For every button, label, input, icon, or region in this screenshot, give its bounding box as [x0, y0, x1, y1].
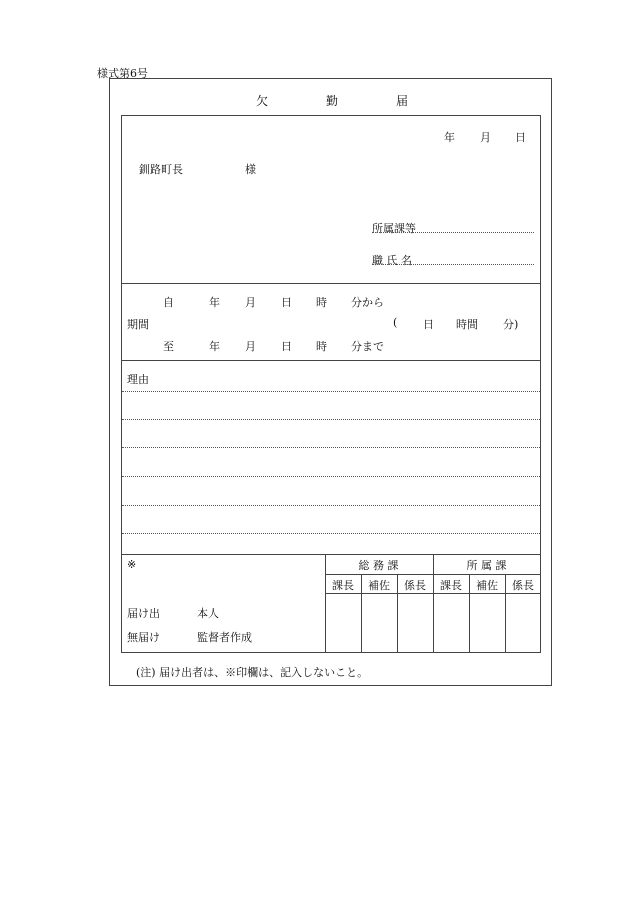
approval-col-section-head: 係長 [512, 579, 534, 592]
date-day: 日 [515, 131, 526, 144]
period-from-day: 日 [281, 296, 292, 309]
reason-line [122, 505, 540, 506]
period-total-hours: 時間 [456, 318, 478, 331]
title-char-2: 勤 [326, 94, 339, 108]
date-month: 月 [480, 131, 491, 144]
reason-line [122, 533, 540, 534]
approval-col-chief: 課長 [332, 579, 354, 592]
period-to-day: 日 [281, 340, 292, 353]
approval-col-deputy: 補佐 [368, 579, 390, 592]
period-to-hour: 時 [316, 340, 327, 353]
reason-line [122, 447, 540, 448]
divider [122, 283, 540, 284]
divider [122, 554, 540, 555]
divider [122, 360, 540, 361]
approval-col-section-head: 係長 [404, 579, 426, 592]
approval-border [325, 593, 540, 594]
period-label: 期間 [127, 318, 149, 331]
period-total-open: ( [393, 316, 398, 329]
submitted-value: 本人 [197, 607, 219, 620]
addressee-name: 釧路町長 [139, 163, 183, 176]
approval-col-deputy: 補佐 [476, 579, 498, 592]
unsubmitted-label: 無届け [127, 631, 160, 644]
period-to-year: 年 [209, 340, 220, 353]
reason-label: 理由 [127, 373, 149, 386]
period-from-prefix: 自 [163, 296, 174, 309]
period-total-day: 日 [423, 318, 434, 331]
position-name-field [372, 264, 534, 265]
approval-col-chief: 課長 [440, 579, 462, 592]
department-field [372, 232, 534, 233]
title-char-1: 欠 [256, 94, 269, 108]
period-from-month: 月 [245, 296, 256, 309]
period-from-year: 年 [209, 296, 220, 309]
period-from-hour: 時 [316, 296, 327, 309]
approval-border [325, 574, 540, 575]
period-to-minute: 分まで [351, 340, 384, 353]
period-to-prefix: 至 [163, 340, 174, 353]
period-from-minute: 分から [351, 296, 384, 309]
reason-line [122, 419, 540, 420]
office-use-mark: ※ [127, 558, 137, 571]
title-char-3: 届 [396, 94, 409, 108]
position-name-label: 職 氏 名 [372, 254, 412, 267]
approval-group-own-department: 所 属 課 [466, 559, 507, 572]
reason-line [122, 391, 540, 392]
approval-group-general-affairs: 総 務 課 [358, 559, 399, 572]
unsubmitted-value: 監督者作成 [197, 631, 252, 644]
form-number: 様式第6号 [97, 67, 148, 80]
submitted-label: 届け出 [127, 607, 160, 620]
period-total-minutes: 分) [503, 318, 519, 331]
department-label: 所属課等 [372, 222, 416, 235]
period-to-month: 月 [245, 340, 256, 353]
addressee-honorific: 様 [245, 163, 256, 176]
date-year: 年 [444, 131, 455, 144]
form-note: (注) 届け出者は、※印欄は、記入しないこと。 [136, 666, 369, 679]
reason-line [122, 476, 540, 477]
